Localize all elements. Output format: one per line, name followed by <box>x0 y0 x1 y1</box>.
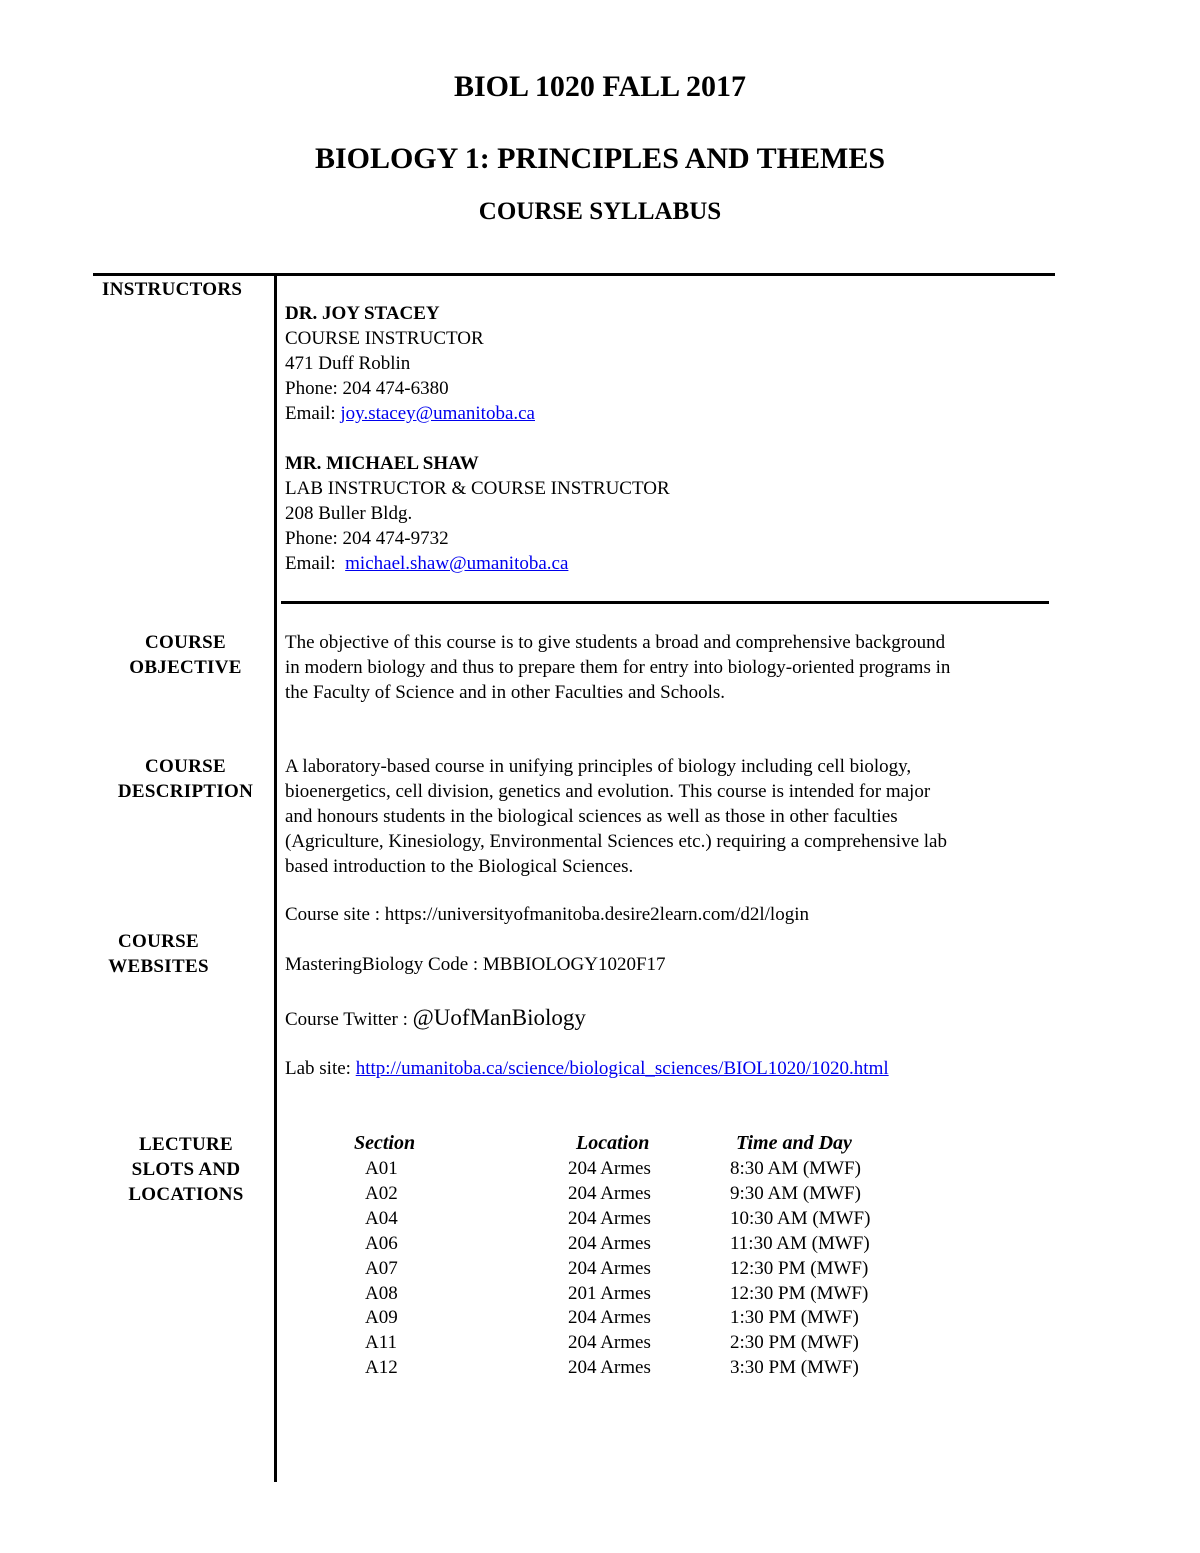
websites-label-line1: COURSE <box>118 931 199 952</box>
instructor-phone: Phone: 204 474-9732 <box>285 528 449 549</box>
mastering-code-line: MasteringBiology Code : MBBIOLOGY1020F17 <box>285 954 666 975</box>
cell-location: 204 Armes <box>568 1183 651 1204</box>
instructor-role: LAB INSTRUCTOR & COURSE INSTRUCTOR <box>285 478 670 499</box>
course-code-title: BIOL 1020 FALL 2017 <box>453 70 746 103</box>
twitter-handle[interactable]: @UofManBiology <box>412 1005 586 1030</box>
cell-location: 204 Armes <box>568 1332 651 1353</box>
cell-section: A07 <box>365 1258 398 1279</box>
email-label: Email: <box>285 403 341 424</box>
instructors-label <box>102 277 242 302</box>
instructor-card-shaw <box>285 451 670 576</box>
lecture-label-line2: SLOTS AND <box>131 1159 241 1180</box>
column-divider <box>274 273 277 1482</box>
cell-time: 12:30 PM (MWF) <box>730 1283 869 1304</box>
instructor-office: 208 Buller Bldg. <box>285 503 413 524</box>
email-link[interactable]: michael.shaw@umanitoba.ca <box>345 553 569 574</box>
description-line: bioenergetics, cell division, genetics and evolution. This course is intended for major <box>285 781 931 802</box>
cell-section: A11 <box>365 1332 398 1353</box>
lab-site-line <box>285 1058 889 1080</box>
top-rule <box>93 273 1055 276</box>
cell-section: A08 <box>365 1283 398 1304</box>
objective-text <box>285 630 950 705</box>
lecture-label-line1: LECTURE <box>139 1134 233 1155</box>
instructor-name: DR. JOY STACEY <box>285 303 440 324</box>
websites-label-line2: WEBSITES <box>108 956 209 977</box>
cell-time: 2:30 PM (MWF) <box>730 1332 859 1353</box>
header-section: Section <box>354 1132 416 1154</box>
cell-time: 12:30 PM (MWF) <box>730 1258 869 1279</box>
instructor-name: MR. MICHAEL SHAW <box>285 453 479 474</box>
cell-location: 204 Armes <box>568 1233 651 1254</box>
cell-section: A06 <box>365 1233 398 1254</box>
cell-time: 1:30 PM (MWF) <box>730 1307 859 1328</box>
description-line: (Agriculture, Kinesiology, Environmental Sciences etc.) requiring a comprehensive lab <box>285 831 947 852</box>
description-label <box>108 754 263 804</box>
objective-line: The objective of this course is to give students a broad and comprehensive background <box>285 632 946 653</box>
instructor-phone: Phone: 204 474-6380 <box>285 378 449 399</box>
lab-site-label: Lab site: <box>285 1058 356 1079</box>
cell-section: A04 <box>365 1208 398 1229</box>
instructor-card-stacey <box>285 301 535 426</box>
lecture-label-line3: LOCATIONS <box>128 1184 244 1205</box>
lab-site-link[interactable]: http://umanitoba.ca/science/biological_sciences/BIOL1020/1020.html <box>355 1058 889 1079</box>
objective-label <box>118 630 253 680</box>
objective-line: in modern biology and thus to prepare them for entry into biology-oriented programs in <box>285 657 951 678</box>
cell-location: 204 Armes <box>568 1158 651 1179</box>
cell-location: 204 Armes <box>568 1307 651 1328</box>
instructor-email-row <box>285 551 670 576</box>
objective-label-line1: COURSE <box>145 632 226 653</box>
course-name-title: BIOLOGY 1: PRINCIPLES AND THEMES <box>314 142 886 175</box>
email-link[interactable]: joy.stacey@umanitoba.ca <box>340 403 535 424</box>
instructor-email-row <box>285 401 535 426</box>
description-line: and honours students in the biological sciences as well as those in other faculties <box>285 806 898 827</box>
objective-line: the Faculty of Science and in other Faculties and Schools. <box>285 682 726 703</box>
lecture-label <box>116 1132 256 1207</box>
cell-time: 8:30 AM (MWF) <box>730 1158 861 1179</box>
instructor-office: 471 Duff Roblin <box>285 353 411 374</box>
description-line: A laboratory-based course in unifying principles of biology including cell biology, <box>285 756 912 777</box>
cell-time: 9:30 AM (MWF) <box>730 1183 861 1204</box>
description-label-line1: COURSE <box>145 756 226 777</box>
cell-section: A01 <box>365 1158 398 1179</box>
twitter-line <box>285 1005 586 1031</box>
cell-section: A09 <box>365 1307 398 1328</box>
description-text <box>285 754 947 879</box>
cell-time: 3:30 PM (MWF) <box>730 1357 859 1378</box>
cell-location: 204 Armes <box>568 1208 651 1229</box>
cell-section: A12 <box>365 1357 398 1378</box>
course-site-line[interactable]: Course site : https://universityofmanitoba.desire2learn.com/d2l/login <box>285 904 809 925</box>
cell-location: 204 Armes <box>568 1258 651 1279</box>
header-time: Time and Day <box>736 1132 852 1154</box>
instructors-label-text: INSTRUCTORS <box>102 279 243 300</box>
cell-time: 10:30 AM (MWF) <box>730 1208 871 1229</box>
twitter-label: Course Twitter : <box>285 1009 413 1030</box>
description-label-line2: DESCRIPTION <box>117 781 254 802</box>
cell-section: A02 <box>365 1183 398 1204</box>
instructor-role: COURSE INSTRUCTOR <box>285 328 484 349</box>
instructor-section-rule <box>281 601 1049 604</box>
cell-time: 11:30 AM (MWF) <box>730 1233 870 1254</box>
description-line: based introduction to the Biological Sciences. <box>285 856 634 877</box>
syllabus-title: COURSE SYLLABUS <box>478 198 722 225</box>
cell-location: 204 Armes <box>568 1357 651 1378</box>
header-location: Location <box>576 1132 650 1154</box>
objective-label-line2: OBJECTIVE <box>129 657 242 678</box>
websites-label <box>96 929 221 979</box>
email-label: Email: <box>285 553 346 574</box>
cell-location: 201 Armes <box>568 1283 651 1304</box>
